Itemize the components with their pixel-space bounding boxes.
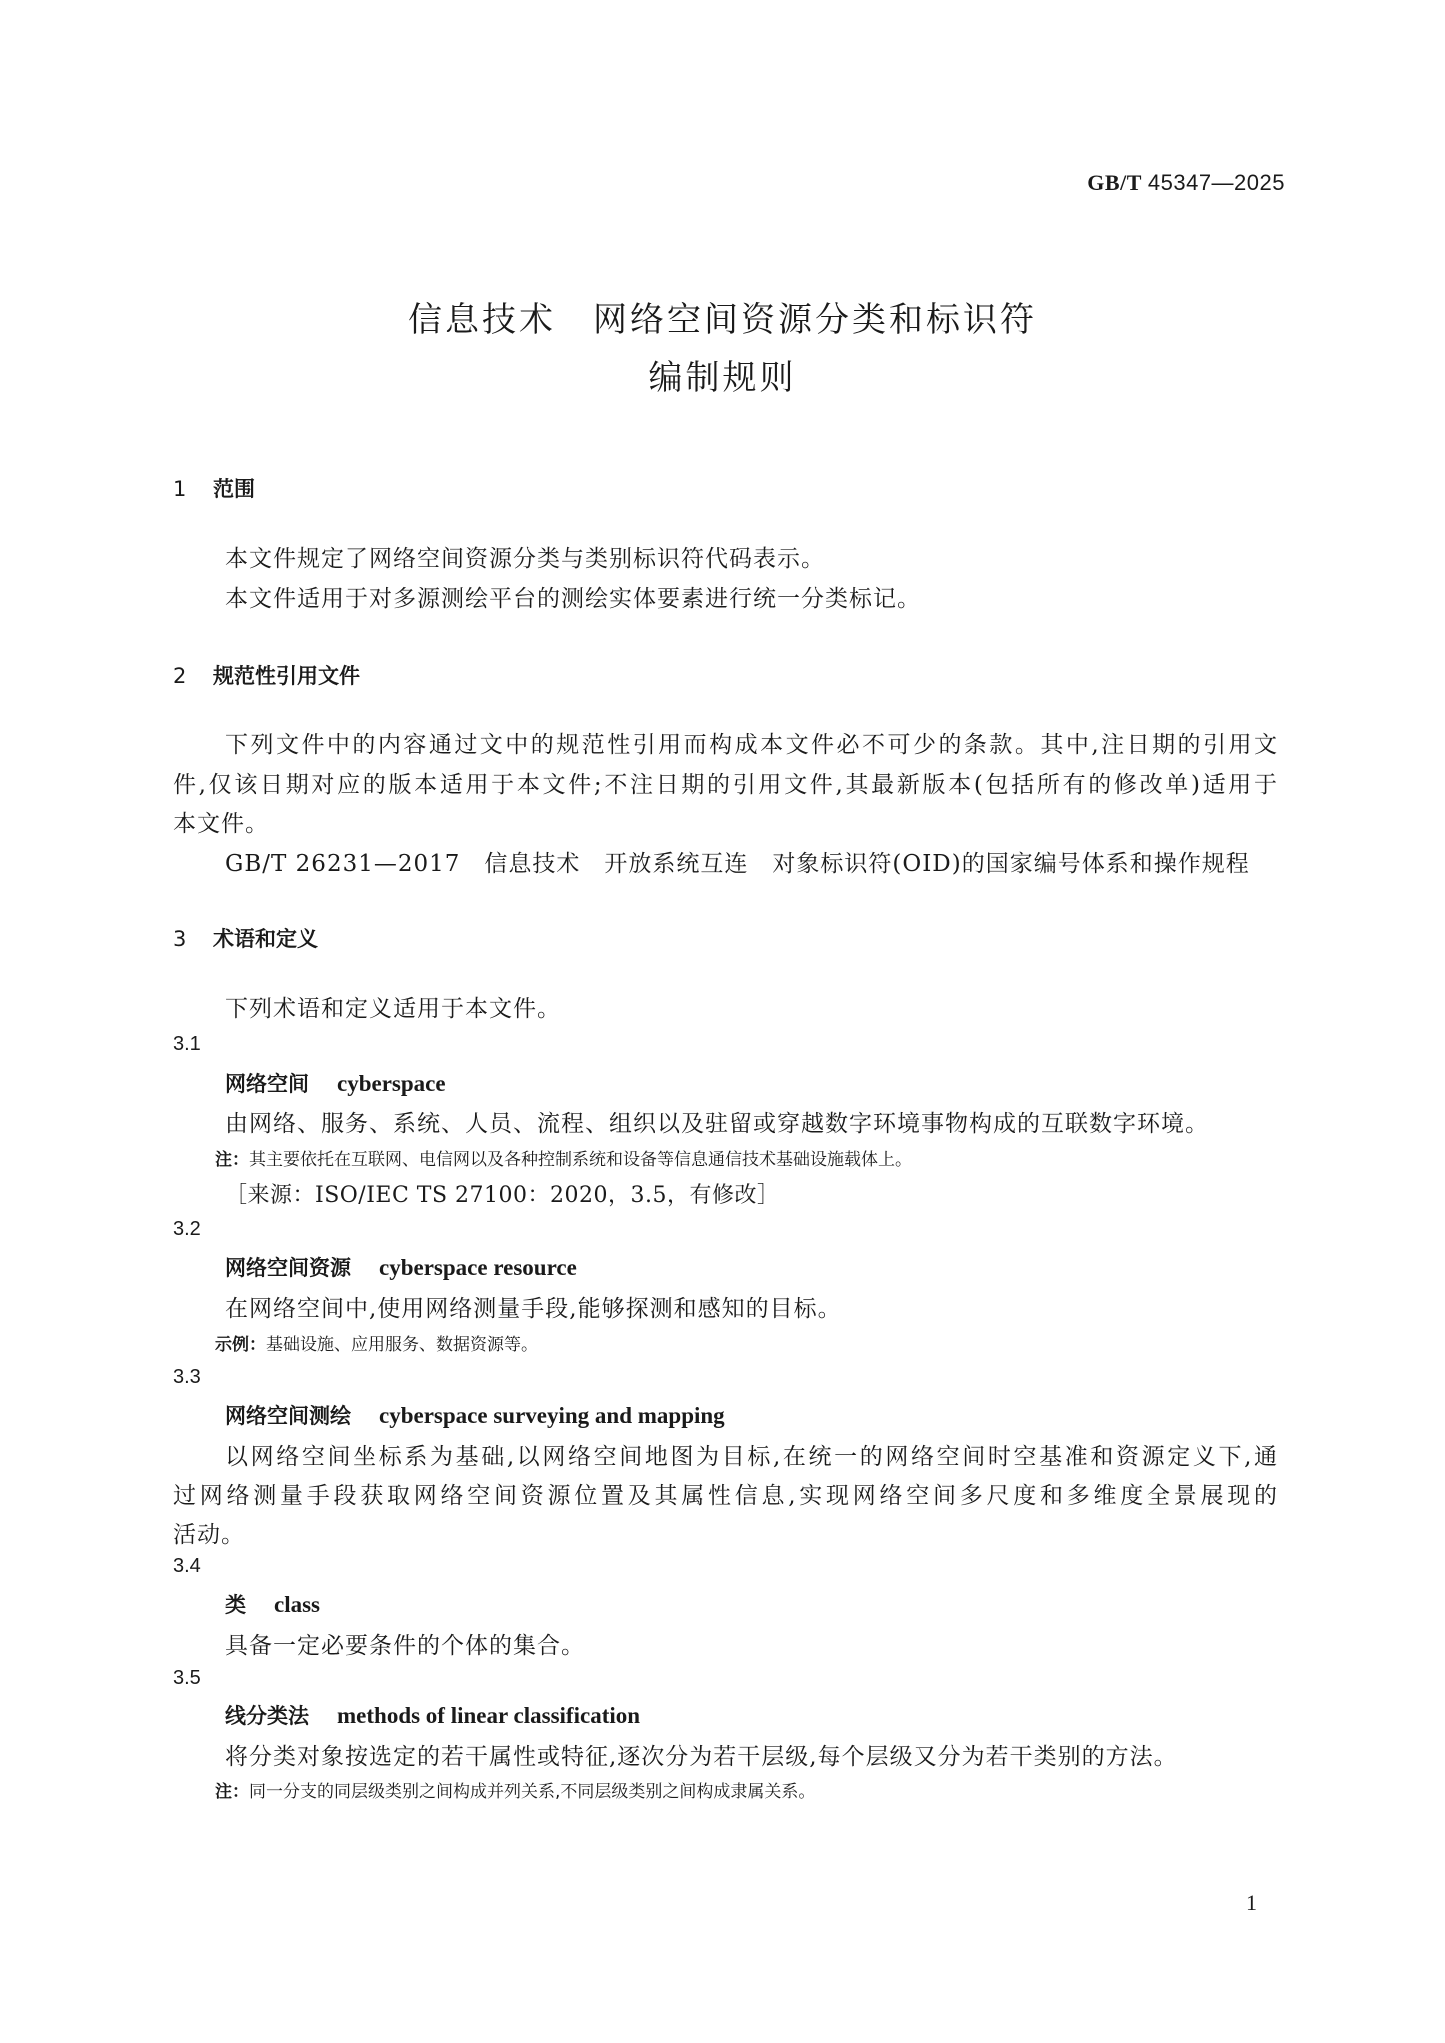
term-zh: 类: [225, 1593, 246, 1617]
section-title: 术语和定义: [213, 927, 318, 951]
clause-number: 3.3: [173, 1366, 201, 1388]
document-title-line1: 信息技术 网络空间资源分类和标识符: [408, 300, 1037, 340]
clause-number: 3.5: [173, 1667, 201, 1689]
section-heading-terms: [173, 923, 318, 953]
terms-intro: 下列术语和定义适用于本文件。: [225, 996, 561, 1022]
term-example: [215, 1330, 538, 1355]
term-entry: [225, 1400, 725, 1430]
scope-paragraph-2: 本文件适用于对多源测绘平台的测绘实体要素进行统一分类标记。: [225, 586, 921, 612]
term-definition-line3: 活动。: [173, 1522, 245, 1548]
term-zh: 网络空间测绘: [225, 1404, 351, 1428]
scope-paragraph-1: 本文件规定了网络空间资源分类与类别标识符代码表示。: [225, 546, 825, 572]
term-entry: [225, 1252, 577, 1282]
section-heading-references: [173, 660, 360, 690]
section-title: 规范性引用文件: [213, 664, 360, 688]
term-en: cyberspace resource: [379, 1255, 577, 1280]
section-number: 1: [173, 477, 187, 501]
term-note: [215, 1777, 815, 1802]
references-intro-line3: 本文件。: [173, 811, 269, 837]
document-title-line2: 编制规则: [648, 358, 797, 398]
term-zh: 线分类法: [225, 1704, 309, 1728]
clause-number: 3.1: [173, 1033, 201, 1055]
section-heading-scope: [173, 473, 255, 503]
references-intro-line2: 件,仅该日期对应的版本适用于本文件;不注日期的引用文件,其最新版本(包括所有的修改单)适用于: [173, 772, 1278, 798]
note-label: 注：: [215, 1782, 249, 1802]
section-title: 范围: [213, 477, 255, 501]
clause-number: 3.4: [173, 1555, 201, 1577]
term-entry: [225, 1589, 320, 1619]
term-note: [215, 1145, 912, 1170]
term-en: methods of linear classification: [337, 1703, 641, 1728]
clause-number: 3.2: [173, 1218, 201, 1240]
term-definition-line1: 以网络空间坐标系为基础,以网络空间地图为目标,在统一的网络空间时空基准和资源定义下,通: [225, 1444, 1278, 1470]
term-en: class: [274, 1592, 320, 1617]
section-number: 3: [173, 927, 187, 951]
term-source: ［来源：ISO/IEC TS 27100：2020，3.5，有修改］: [225, 1183, 780, 1208]
term-definition: 在网络空间中,使用网络测量手段,能够探测和感知的目标。: [225, 1296, 842, 1322]
example-label: 示例：: [215, 1335, 266, 1355]
term-zh: 网络空间资源: [225, 1256, 351, 1280]
references-intro-line1: 下列文件中的内容通过文中的规范性引用而构成本文件必不可少的条款。其中,注日期的引用文: [225, 732, 1278, 758]
section-number: 2: [173, 664, 187, 688]
note-text: 其主要依托在互联网、电信网以及各种控制系统和设备等信息通信技术基础设施载体上。: [249, 1150, 912, 1170]
standard-code: [1087, 170, 1285, 196]
standard-code-number: 45347—2025: [1147, 170, 1285, 195]
page-number: 1: [1246, 1890, 1257, 1915]
term-entry: [225, 1068, 446, 1098]
note-text: 同一分支的同层级类别之间构成并列关系,不同层级类别之间构成隶属关系。: [249, 1782, 816, 1802]
term-definition: 具备一定必要条件的个体的集合。: [225, 1633, 585, 1659]
normative-reference-item: GB/T 26231—2017 信息技术 开放系统互连 对象标识符(OID)的国家编号体系和操作规程: [225, 851, 1250, 877]
term-en: cyberspace: [337, 1071, 446, 1096]
note-label: 注：: [215, 1150, 249, 1170]
term-zh: 网络空间: [225, 1072, 309, 1096]
term-definition: 将分类对象按选定的若干属性或特征,逐次分为若干层级,每个层级又分为若干类别的方法。: [225, 1744, 1178, 1770]
example-text: 基础设施、应用服务、数据资源等。: [266, 1335, 538, 1355]
term-definition: 由网络、服务、系统、人员、流程、组织以及驻留或穿越数字环境事物构成的互联数字环境。: [225, 1111, 1209, 1137]
term-en: cyberspace surveying and mapping: [379, 1403, 725, 1428]
standard-code-prefix: GB/T: [1087, 170, 1142, 195]
term-definition-line2: 过网络测量手段获取网络空间资源位置及其属性信息,实现网络空间多尺度和多维度全景展现的: [173, 1483, 1278, 1509]
term-entry: [225, 1700, 640, 1730]
